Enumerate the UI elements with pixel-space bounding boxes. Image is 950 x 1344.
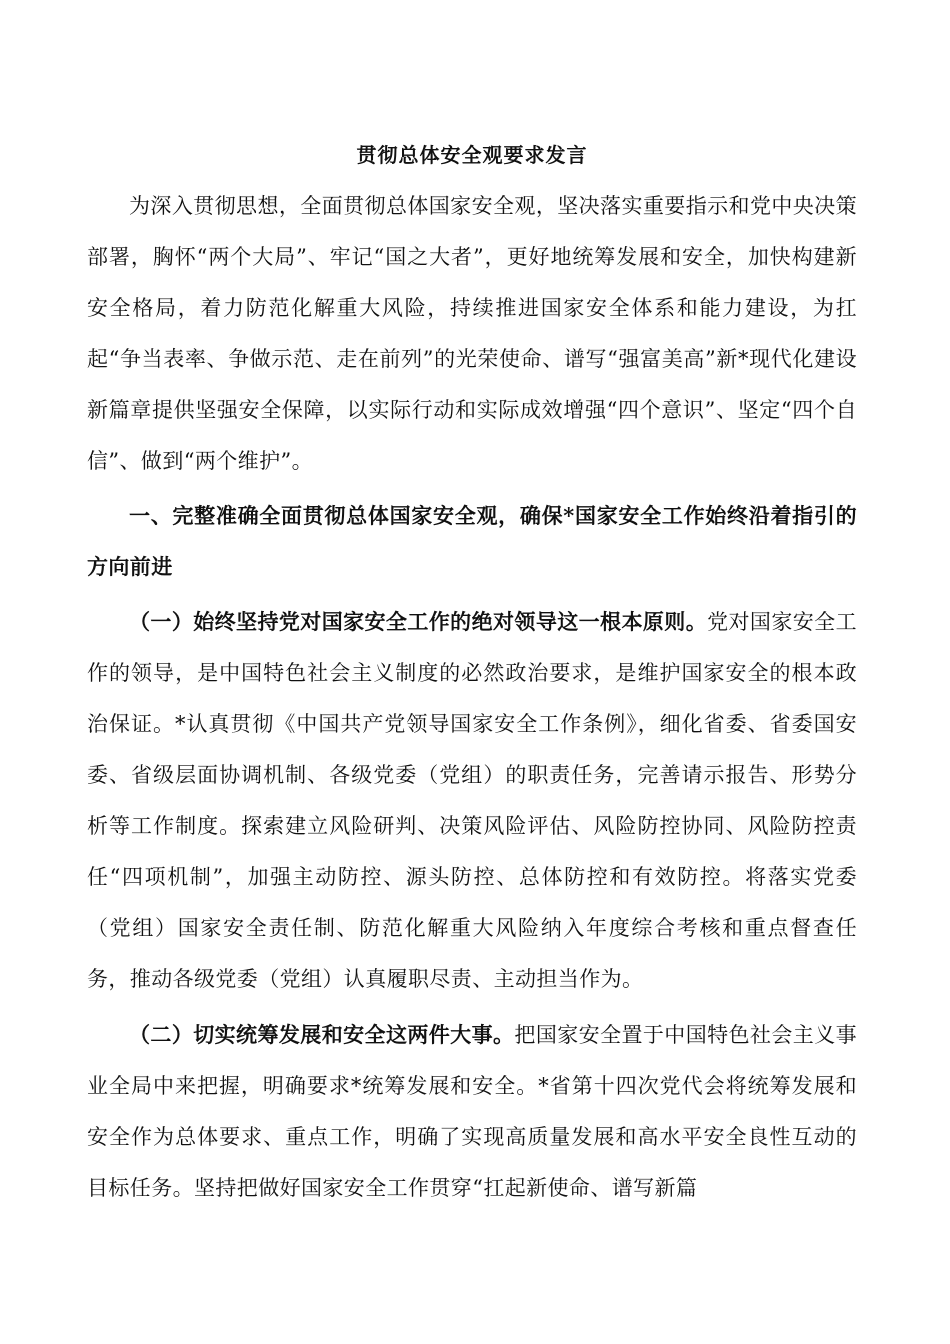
section-heading-1: 一、完整准确全面贯彻总体国家安全观，确保*国家安全工作始终沿着指引的方向前进: [87, 503, 857, 579]
subsection-body-2: 把国家安全置于中国特色社会主义事业全局中来把握，明确要求*统筹发展和安全。*省第十四次党代会将统筹发展和安全作为总体要求、重点工作，明确了实现高质量发展和高水平安全良性互动的目标任务。坚持把做好国家安全工作贯穿“扛起新使命、谱写新篇: [87, 1023, 857, 1200]
subsection-paragraph-2: [87, 1009, 857, 1214]
document-page: [87, 140, 857, 1214]
subsection-body-1: 党对国家安全工作的领导，是中国特色社会主义制度的必然政治要求，是维护国家安全的根本政治保证。*认真贯彻《中国共产党领导国家安全工作条例》，细化省委、省委国安委、省级层面协调机制、各级党委（党组）的职责任务，完善请示报告、形势分析等工作制度。探索建立风险研判、决策风险评估、风险防控协同、风险防控责任“四项机制”，加强主动防控、源头防控、总体防控和有效防控。将落实党委（党组）国家安全责任制、防范化解重大风险纳入年度综合考核和重点督查任务，推动各级党委（党组）认真履职尽责、主动担当作为。: [87, 610, 857, 991]
subsection-lead-1: （一）始终坚持党对国家安全工作的绝对领导这一根本原则。: [129, 609, 708, 634]
subsection-paragraph-1: [87, 596, 857, 1005]
document-title: 贯彻总体安全观要求发言: [356, 143, 588, 167]
intro-paragraph: 为深入贯彻思想，全面贯彻总体国家安全观，坚决落实重要指示和党中央决策部署，胸怀“两个大局”、牢记“国之大者”，更好地统筹发展和安全，加快构建新安全格局，着力防范化解重大风险，持续推进国家安全体系和能力建设，为扛起“争当表率、争做示范、走在前列”的光荣使命、谱写“强富美高”新*现代化建设新篇章提供坚强安全保障，以实际行动和实际成效增强“四个意识”、坚定“四个自信”、做到“两个维护”。: [87, 194, 857, 473]
subsection-lead-2: （二）切实统筹发展和安全这两件大事。: [129, 1022, 515, 1047]
